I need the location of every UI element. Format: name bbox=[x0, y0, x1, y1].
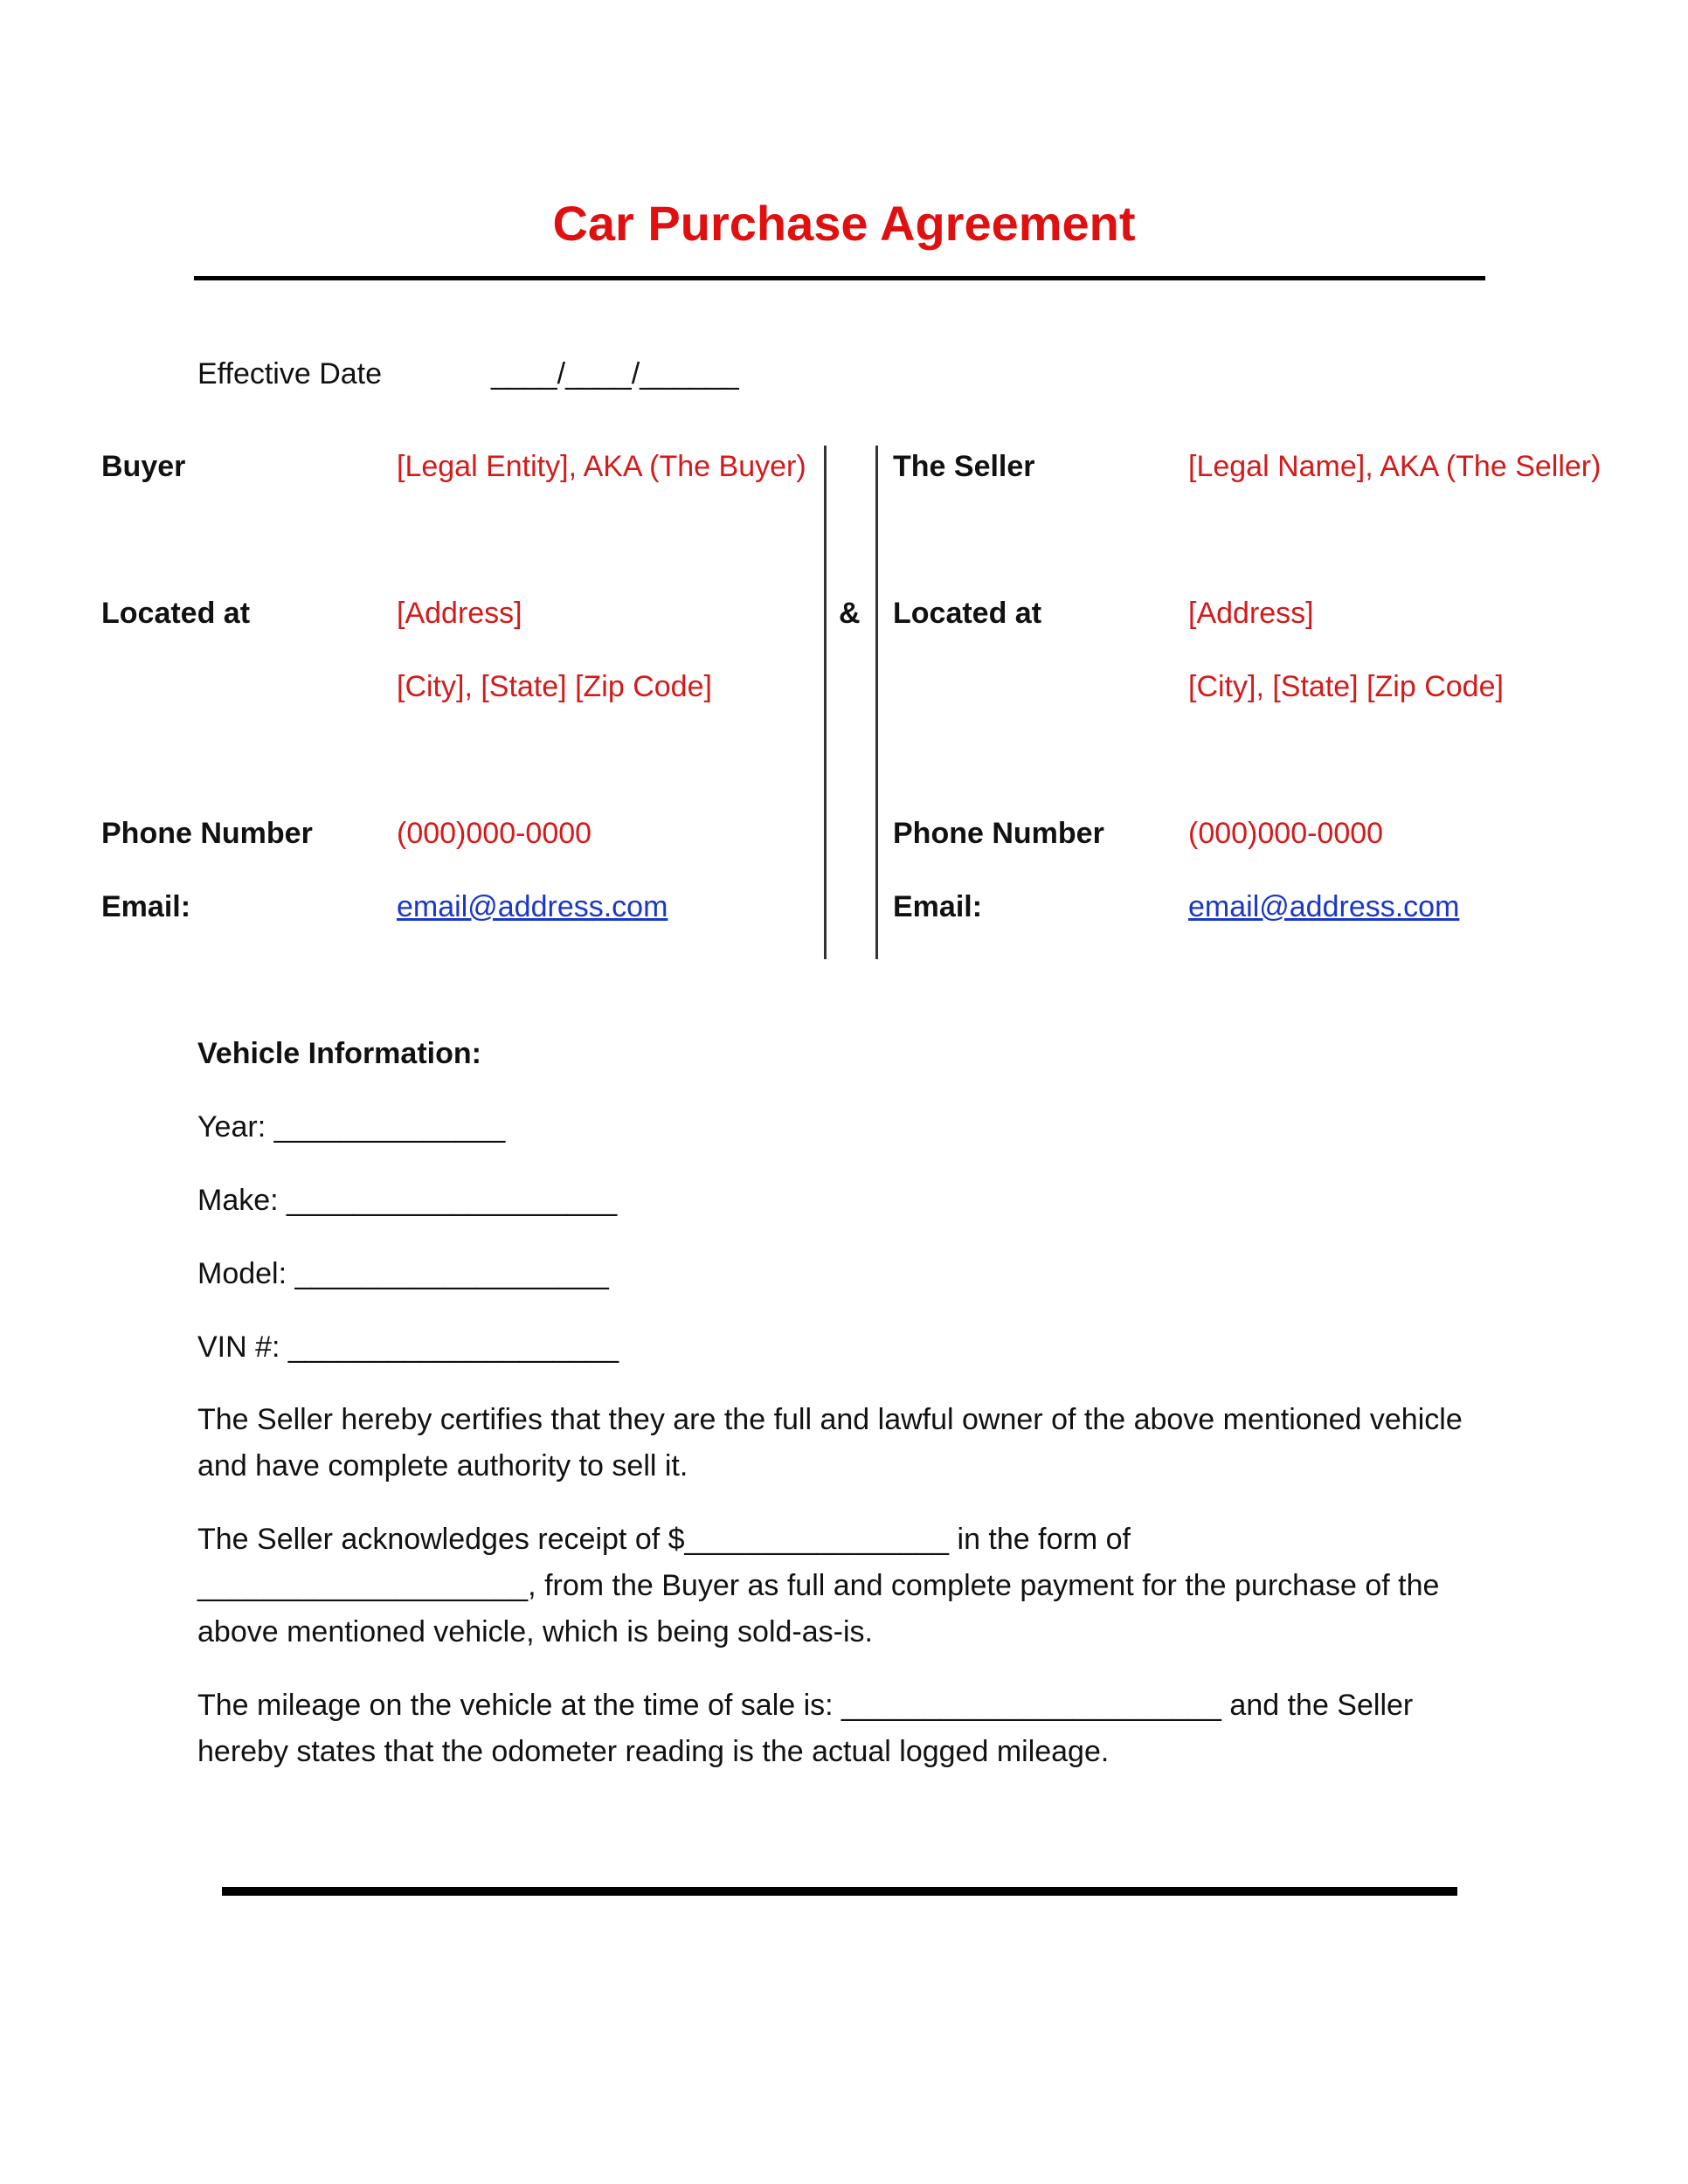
seller-name[interactable]: [Legal Name], AKA (The Seller) bbox=[1188, 450, 1602, 483]
buyer-city-state-zip[interactable]: [City], [State] [Zip Code] bbox=[397, 670, 712, 703]
seller-label: The Seller bbox=[893, 450, 1035, 483]
footer-rule bbox=[222, 1887, 1457, 1896]
payment-line-3: above mentioned vehicle, which is being sold-as-is. bbox=[197, 1615, 873, 1648]
buyer-located-label: Located at bbox=[101, 597, 251, 630]
effective-date-label: Effective Date bbox=[197, 357, 383, 390]
seller-phone-label: Phone Number bbox=[893, 817, 1104, 850]
buyer-email-label: Email: bbox=[101, 890, 191, 923]
effective-date-blank[interactable]: ____/____/______ bbox=[491, 357, 739, 390]
column-divider-left bbox=[824, 446, 827, 959]
buyer-phone[interactable]: (000)000-0000 bbox=[397, 817, 592, 850]
column-divider-right bbox=[875, 446, 878, 959]
buyer-label: Buyer bbox=[101, 450, 186, 483]
seller-email-link[interactable]: email@address.com bbox=[1188, 890, 1460, 923]
mileage-line-2: hereby states that the odometer reading is the actual logged mileage. bbox=[197, 1735, 1110, 1768]
buyer-name[interactable]: [Legal Entity], AKA (The Buyer) bbox=[397, 450, 806, 483]
vehicle-year-field[interactable]: Year: ______________ bbox=[197, 1110, 506, 1144]
buyer-address[interactable]: [Address] bbox=[397, 597, 522, 630]
vehicle-model-field[interactable]: Model: ___________________ bbox=[197, 1257, 609, 1290]
title-underline bbox=[194, 276, 1485, 280]
payment-line-2: ____________________, from the Buyer as full and complete payment for the purchase of the bbox=[197, 1569, 1440, 1602]
ownership-paragraph: The Seller hereby certifies that they are the full and lawful owner of the above mentioned vehicle and have complete authority to sell it. bbox=[197, 1403, 1463, 1482]
seller-located-label: Located at bbox=[893, 597, 1042, 630]
buyer-email-link[interactable]: email@address.com bbox=[397, 890, 668, 923]
mileage-line-1: The mileage on the vehicle at the time of sale is: _______________________ and the Seller bbox=[197, 1689, 1414, 1722]
vehicle-vin-field[interactable]: VIN #: ____________________ bbox=[197, 1330, 619, 1364]
buyer-phone-label: Phone Number bbox=[101, 817, 313, 850]
seller-city-state-zip[interactable]: [City], [State] [Zip Code] bbox=[1188, 670, 1504, 703]
seller-email-label: Email: bbox=[893, 890, 983, 923]
vehicle-make-field[interactable]: Make: ____________________ bbox=[197, 1184, 618, 1217]
ampersand: & bbox=[839, 597, 861, 630]
vehicle-info-heading: Vehicle Information: bbox=[197, 1037, 481, 1070]
payment-line-1: The Seller acknowledges receipt of $________________ in the form of bbox=[197, 1523, 1131, 1556]
seller-phone[interactable]: (000)000-0000 bbox=[1188, 817, 1384, 850]
document-title: Car Purchase Agreement bbox=[552, 196, 1136, 251]
seller-address[interactable]: [Address] bbox=[1188, 597, 1314, 630]
